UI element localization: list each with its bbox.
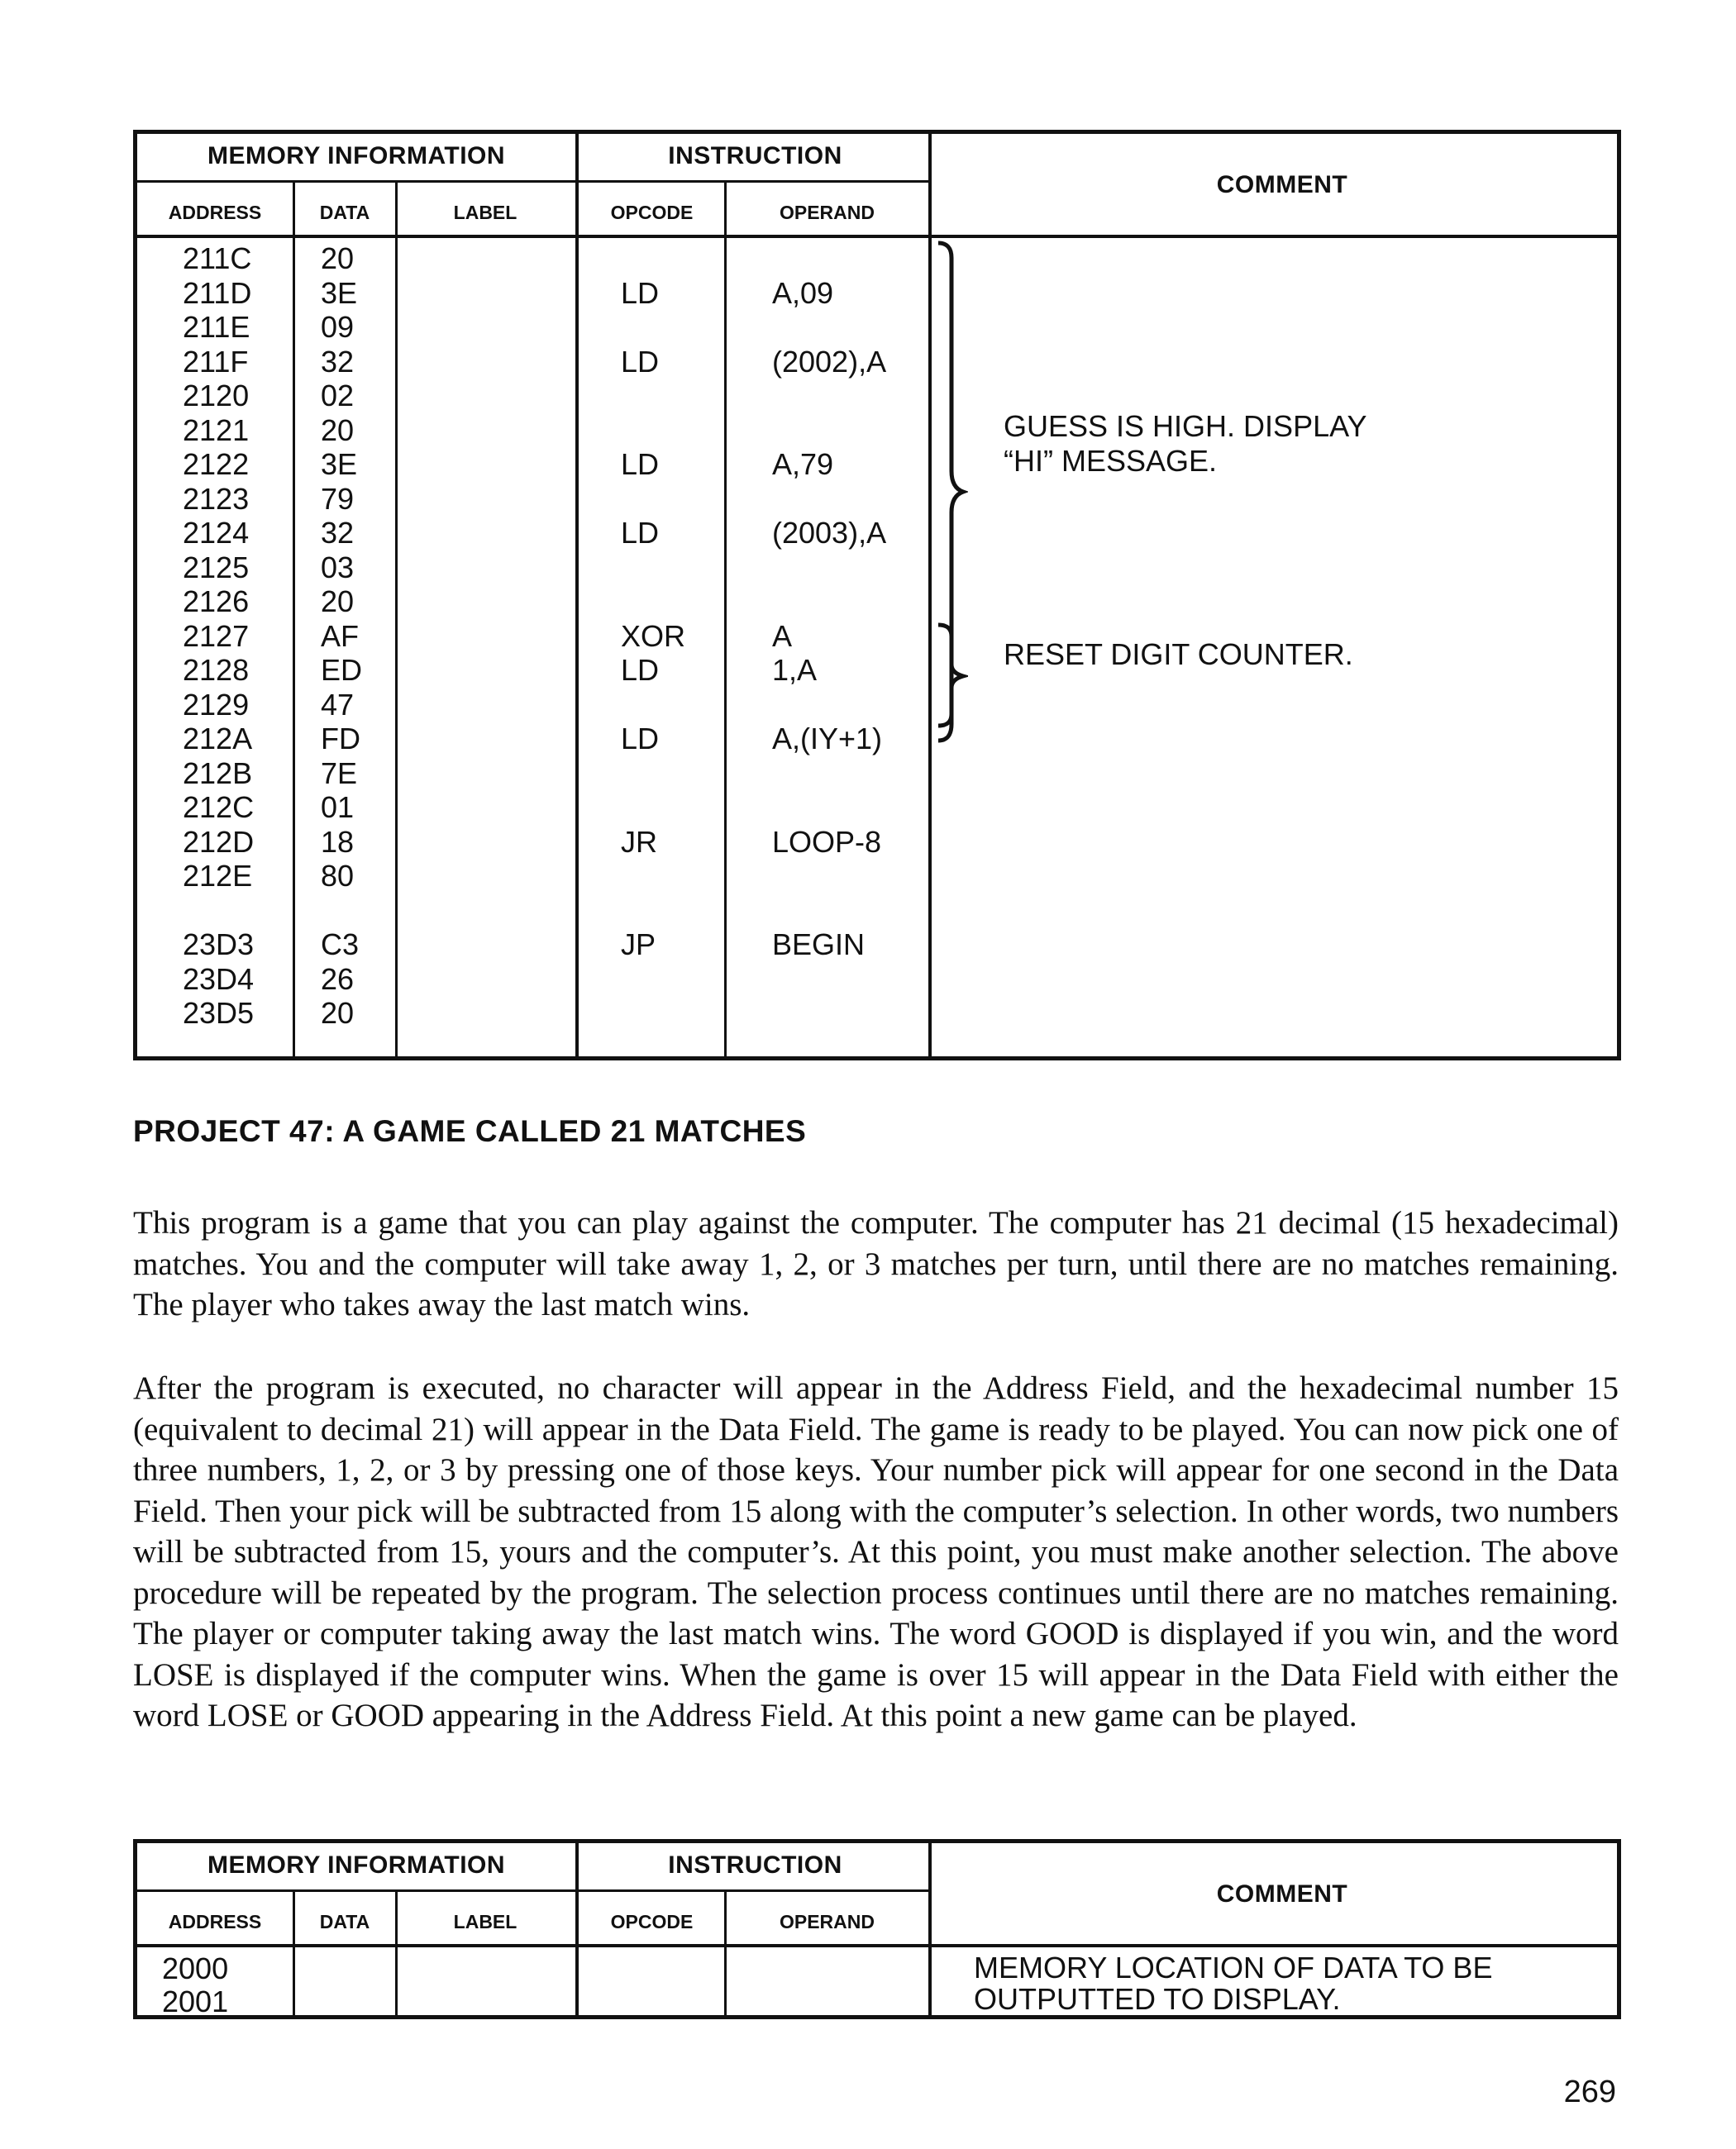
row-address: 211F: [183, 344, 249, 379]
row-operand: [772, 584, 886, 619]
row-operand: LOOP-8: [772, 824, 882, 859]
comment-guess-high: GUESS IS HIGH. DISPLAY “HI” MESSAGE.: [1004, 409, 1367, 478]
paragraph-instructions: After the program is executed, no character will appear in the Address Field, and the hexadecimal number 15 (equivalent to decimal 21) will appear in the Data Field. The game is ready to be played. You can now pick one of three numbers, 1, 2, or 3 by pressing one of those keys. Your number pick will appear for one second in the Data Field. Then your pick will be subtracted from 15 along with the computer’s selection. In other words, two numbers will be subtracted from 15, yours and the computer’s. At this point, you must make another selection. The above procedure will be repeated by the program. The selection process continues until there are no matches remaining. The player or computer taking away the last match wins. The word GOOD is displayed if you win, and the word LOSE is displayed if the computer wins. When the game is over 15 will appear in the Data Field with either the word LOSE or GOOD appearing in the Address Field. At this point a new game can be played.: [133, 1370, 1619, 1733]
row-operand: [772, 310, 886, 345]
row-operand: [772, 859, 886, 893]
memory-table-top: [133, 130, 1621, 1060]
page-number: 269: [1563, 2075, 1616, 2109]
row-operand: A,(IY+1): [772, 722, 883, 755]
row-operand: [772, 688, 886, 722]
row-opcode: LD: [621, 722, 660, 755]
row-address: 2123: [183, 481, 250, 516]
row-address: 23D5: [183, 996, 255, 1030]
header-data: DATA: [319, 202, 370, 223]
row-opcode: LD: [621, 653, 660, 687]
row-data: 18: [321, 824, 355, 859]
opcode-column: [621, 241, 685, 1031]
row-address: 212A: [183, 722, 253, 755]
row-opcode: [621, 859, 685, 893]
row-operand: A,79: [772, 447, 834, 481]
data-column: [321, 241, 362, 1031]
row-operand: [772, 482, 886, 517]
header-memory-information: MEMORY INFORMATION: [207, 1851, 506, 1879]
row-address: 2122: [183, 447, 250, 481]
row-opcode: [621, 996, 685, 1031]
row-address: 23D3: [183, 927, 255, 961]
row-address: 23D4: [183, 961, 255, 996]
row-opcode: LD: [621, 447, 660, 481]
row-address: 2121: [183, 412, 250, 447]
row-data: 20: [321, 241, 355, 275]
header-label: LABEL: [453, 1911, 517, 1932]
row-data: 20: [321, 996, 355, 1030]
row-operand: 1,A: [772, 653, 818, 687]
header-comment: COMMENT: [1216, 171, 1348, 198]
row-data: 47: [321, 687, 355, 722]
header-comment: COMMENT: [1216, 1880, 1348, 1908]
row-data: 3E: [321, 275, 358, 310]
row-address: 212B: [183, 755, 253, 790]
row-data: 09: [321, 310, 355, 344]
project-heading: PROJECT 47: A GAME CALLED 21 MATCHES: [133, 1114, 807, 1148]
operand-column: [772, 241, 886, 1031]
row-address: 211C: [183, 241, 252, 275]
row-data: AF: [321, 618, 360, 653]
row-opcode: [621, 790, 685, 825]
row-data: 79: [321, 481, 355, 516]
row-data: 3E: [321, 447, 358, 481]
header-label: LABEL: [453, 202, 517, 223]
row-opcode: [621, 688, 685, 722]
comment-reset-counter: RESET DIGIT COUNTER.: [1004, 637, 1353, 671]
row-data: ED: [321, 653, 363, 687]
row-opcode: XOR: [621, 618, 686, 653]
row-data: 7E: [321, 755, 358, 790]
row-opcode: [621, 413, 685, 448]
row-address: 212E: [183, 859, 253, 893]
header-opcode: OPCODE: [610, 1911, 694, 1932]
header-instruction: INSTRUCTION: [668, 1851, 842, 1879]
comment-memory-location: MEMORY LOCATION OF DATA TO BE OUTPUTTED TO DISPLAY.: [974, 1951, 1493, 2016]
address-column: 2000 2001: [162, 1951, 229, 2018]
row-data: 32: [321, 344, 355, 379]
row-address: 211E: [183, 310, 250, 344]
row-opcode: [621, 241, 685, 276]
row-opcode: [621, 550, 685, 585]
header-instruction: INSTRUCTION: [668, 142, 842, 169]
row-address: 2127: [183, 618, 250, 653]
row-data: C3: [321, 927, 360, 961]
row-data: 32: [321, 516, 355, 550]
brace-reset: [935, 622, 968, 729]
row-address: 2126: [183, 584, 250, 618]
row-data: 02: [321, 379, 355, 412]
row-opcode: [621, 310, 685, 345]
row-operand: BEGIN: [772, 927, 866, 961]
row-opcode: [621, 379, 685, 413]
row-opcode: [621, 893, 685, 928]
row-operand: [772, 996, 886, 1031]
row-address: 2125: [183, 550, 250, 584]
header-data: DATA: [319, 1911, 370, 1932]
header-memory-information: MEMORY INFORMATION: [207, 142, 506, 169]
row-data: FD: [321, 722, 360, 755]
row-operand: [772, 962, 886, 997]
row-operand: [772, 893, 886, 928]
row-opcode: LD: [621, 344, 660, 379]
row-data: 20: [321, 584, 355, 618]
row-data: 26: [321, 961, 355, 996]
row-opcode: LD: [621, 275, 660, 310]
row-data: 80: [321, 859, 355, 893]
row-address: 2129: [183, 687, 250, 722]
row-address: 212C: [183, 790, 255, 824]
header-operand: OPERAND: [779, 1911, 875, 1932]
row-address: 211D: [183, 275, 252, 310]
row-address: 2120: [183, 379, 250, 412]
header-address: ADDRESS: [168, 1911, 262, 1932]
header-opcode: OPCODE: [610, 202, 694, 223]
row-address: [183, 893, 254, 928]
row-operand: [772, 790, 886, 825]
memory-table-bottom: [133, 1839, 1621, 2019]
row-data: 03: [321, 550, 355, 584]
row-opcode: JP: [621, 927, 656, 961]
paragraph-intro: This program is a game that you can play against the computer. The computer has 21 decimal (15 hexadecimal) matches. You and the computer will take away 1, 2, or 3 matches per turn, until there are no matches remaining. The player who takes away the last match wins.: [133, 1205, 1619, 1322]
row-operand: [772, 379, 886, 413]
address-column: [183, 241, 254, 1031]
row-operand: (2003),A: [772, 516, 887, 550]
row-operand: A,09: [772, 275, 834, 310]
row-data: [321, 893, 362, 928]
row-operand: [772, 756, 886, 791]
row-operand: [772, 241, 886, 276]
row-operand: [772, 550, 886, 585]
header-address: ADDRESS: [168, 202, 262, 223]
row-address: 212D: [183, 824, 255, 859]
row-opcode: [621, 482, 685, 517]
row-opcode: [621, 756, 685, 791]
row-address: 2128: [183, 653, 250, 687]
row-operand: [772, 413, 886, 448]
row-opcode: [621, 584, 685, 619]
row-operand: A: [772, 618, 793, 653]
header-operand: OPERAND: [779, 202, 875, 223]
row-opcode: [621, 962, 685, 997]
row-address: 2124: [183, 516, 250, 550]
row-data: 20: [321, 412, 355, 447]
row-data: 01: [321, 790, 355, 824]
row-opcode: JR: [621, 824, 657, 859]
row-operand: (2002),A: [772, 344, 887, 379]
row-opcode: LD: [621, 516, 660, 550]
